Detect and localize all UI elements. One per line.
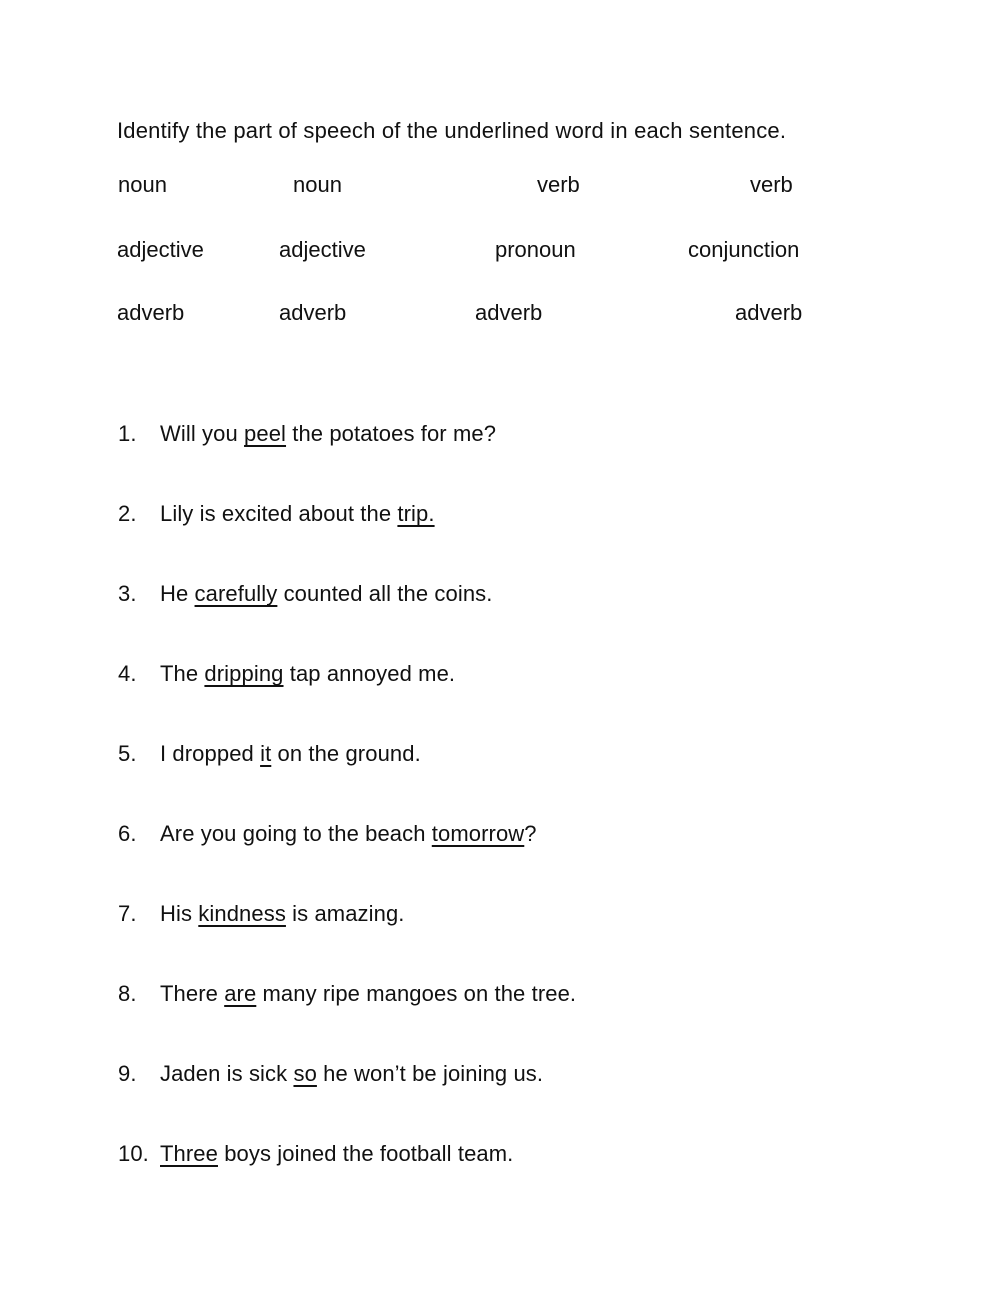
underlined-word: so xyxy=(293,1061,317,1086)
sentence-text-post: many ripe mangoes on the tree. xyxy=(256,981,577,1006)
sentence-text-post: tap annoyed me. xyxy=(283,661,456,686)
word-bank-row-2 xyxy=(0,237,1000,267)
sentence-9 xyxy=(118,1061,543,1087)
word-bank-item-noun-2[interactable]: noun xyxy=(293,172,342,197)
word-bank-item-pronoun[interactable]: pronoun xyxy=(495,237,576,262)
underlined-word: Three xyxy=(160,1141,218,1166)
sentence-text-post: the potatoes for me? xyxy=(286,421,497,446)
sentence-1 xyxy=(118,421,496,447)
underlined-word: it xyxy=(260,741,272,766)
word-bank-item-verb-1[interactable]: verb xyxy=(537,172,580,197)
sentence-text-post: counted all the coins. xyxy=(277,581,493,606)
sentence-text-pre: Are you going to the beach xyxy=(160,821,432,846)
sentence-text-post: he won’t be joining us. xyxy=(316,1061,544,1086)
underlined-word: trip. xyxy=(397,501,435,526)
word-bank-item-adverb-2[interactable]: adverb xyxy=(279,300,347,325)
underlined-word: tomorrow xyxy=(431,821,525,846)
sentence-number: 9. xyxy=(118,1061,137,1086)
underlined-word: kindness xyxy=(198,901,286,926)
sentence-number: 8. xyxy=(118,981,137,1006)
sentence-number: 6. xyxy=(118,821,137,846)
sentence-number: 1. xyxy=(118,421,137,446)
sentence-text-pre: Jaden is sick xyxy=(160,1061,294,1086)
word-bank-row-3 xyxy=(0,300,1000,330)
instructions-text: Identify the part of speech of the underlined word in each sentence. xyxy=(117,118,787,143)
sentence-text-pre: Will you xyxy=(160,421,245,446)
word-bank-item-adverb-3[interactable]: adverb xyxy=(475,300,543,325)
sentence-3 xyxy=(118,581,492,607)
sentence-6 xyxy=(118,821,537,847)
sentence-text-post: is amazing. xyxy=(285,901,405,926)
sentence-4 xyxy=(118,661,455,687)
sentence-text-pre: There xyxy=(160,981,225,1006)
word-bank-item-adverb-1[interactable]: adverb xyxy=(117,300,185,325)
word-bank-item-adjective-1[interactable]: adjective xyxy=(117,237,204,262)
sentence-text-pre: I dropped xyxy=(160,741,261,766)
sentence-text-post: ? xyxy=(524,821,537,846)
sentence-text-post: boys joined the football team. xyxy=(217,1141,514,1166)
sentence-text-post: on the ground. xyxy=(271,741,421,766)
sentence-text-pre: His xyxy=(160,901,199,926)
sentence-number: 2. xyxy=(118,501,137,526)
word-bank-item-conjunction[interactable]: conjunction xyxy=(688,237,800,262)
word-bank-row-1 xyxy=(0,172,1000,202)
sentence-number: 3. xyxy=(118,581,137,606)
word-bank-item-adverb-4[interactable]: adverb xyxy=(735,300,803,325)
sentence-number: 10. xyxy=(118,1141,149,1166)
underlined-word: dripping xyxy=(204,661,284,686)
sentence-number: 7. xyxy=(118,901,137,926)
word-bank-item-noun-1[interactable]: noun xyxy=(118,172,167,197)
sentence-number: 5. xyxy=(118,741,137,766)
sentence-2 xyxy=(118,501,435,527)
sentence-5 xyxy=(118,741,421,767)
sentence-text-pre: The xyxy=(160,661,205,686)
underlined-word: are xyxy=(224,981,257,1006)
underlined-word: peel xyxy=(244,421,287,446)
underlined-word: carefully xyxy=(194,581,278,606)
sentence-text-pre: He xyxy=(160,581,195,606)
sentence-text-pre: Lily is excited about the xyxy=(160,501,398,526)
sentence-8 xyxy=(118,981,576,1007)
word-bank-item-adjective-2[interactable]: adjective xyxy=(279,237,366,262)
sentence-number: 4. xyxy=(118,661,137,686)
word-bank-item-verb-2[interactable]: verb xyxy=(750,172,793,197)
sentence-10 xyxy=(118,1141,513,1167)
sentence-7 xyxy=(118,901,405,927)
